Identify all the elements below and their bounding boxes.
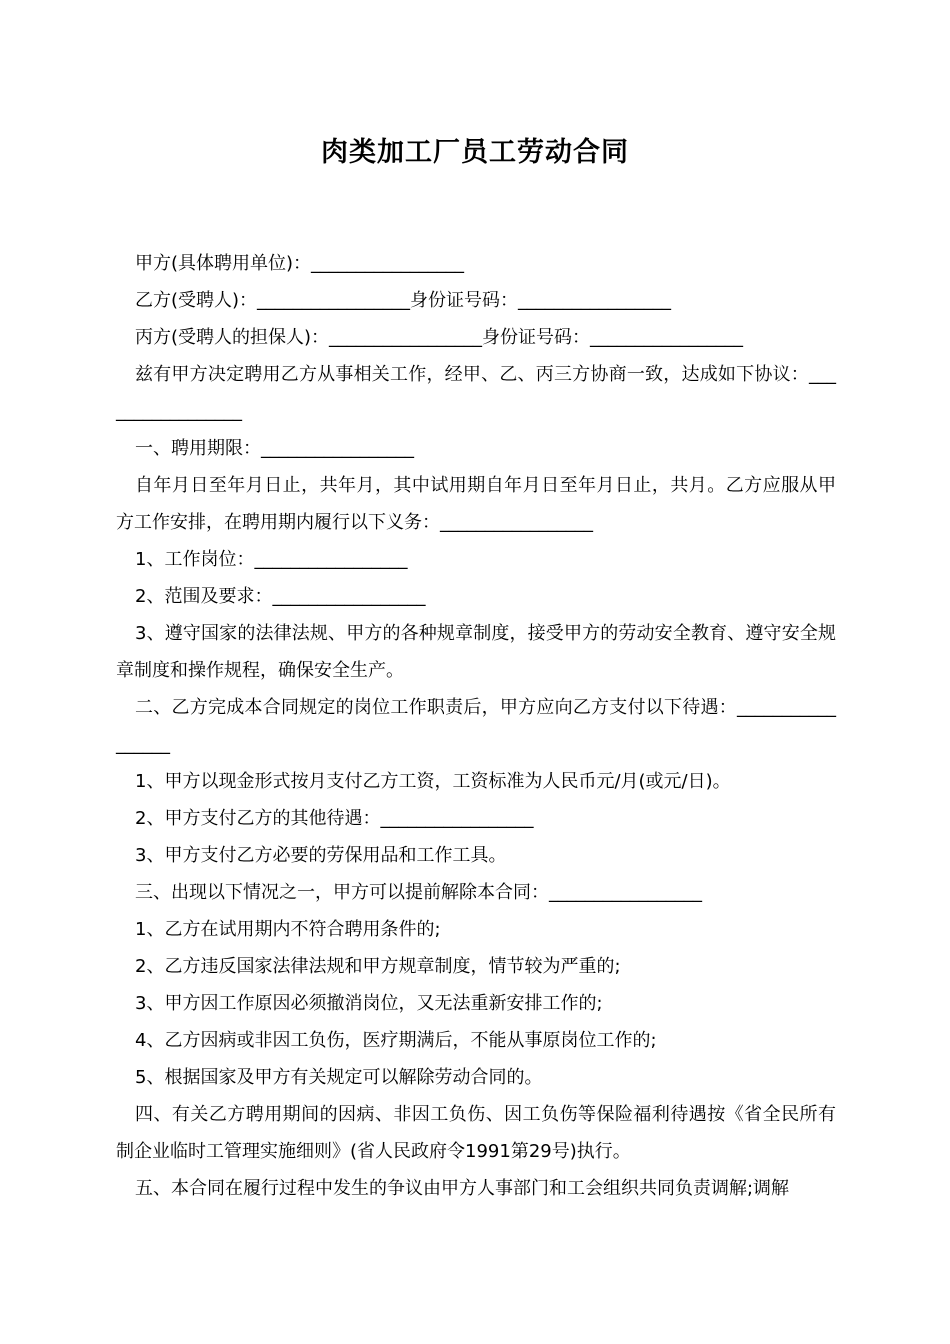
paragraph-item-1-2: 2、范围及要求：_________________ <box>135 586 426 607</box>
paragraph-term: 自年月日至年月日止，共年月，其中试用期自年月日至年月日止，共月。乙方应服从甲方工作安排，在聘用期内履行以下义务：_________________ <box>116 475 836 533</box>
paragraph-item-2-2: 2、甲方支付乙方的其他待遇：_________________ <box>135 808 534 829</box>
paragraph-section-4: 四、有关乙方聘用期间的因病、非因工负伤、因工负伤等保险福利待遇按《省全民所有制企业临时工管理实施细则》(省人民政府令1991第29号)执行。 <box>116 1104 836 1162</box>
document-title: 肉类加工厂员工劳动合同 <box>321 137 629 168</box>
paragraph-item-1-3: 3、遵守国家的法律法规、甲方的各种规章制度，接受甲方的劳动安全教育、遵守安全规章制度和操作规程，确保安全生产。 <box>116 623 836 681</box>
paragraph-item-3-4: 4、乙方因病或非因工负伤，医疗期满后，不能从事原岗位工作的; <box>135 1030 657 1051</box>
paragraph-party-c: 丙方(受聘人的担保人)：_________________身份证号码：_________________ <box>135 327 744 348</box>
paragraph-item-3-5: 5、根据国家及甲方有关规定可以解除劳动合同的。 <box>135 1067 543 1088</box>
paragraph-party-a: 甲方(具体聘用单位)：_________________ <box>135 253 465 274</box>
paragraph-section-5: 五、本合同在履行过程中发生的争议由甲方人事部门和工会组织共同负责调解;调解 <box>135 1178 790 1199</box>
paragraph-item-1-1: 1、工作岗位：_________________ <box>135 549 408 570</box>
document-body <box>116 245 836 1207</box>
paragraph-item-3-3: 3、甲方因工作原因必须撤消岗位，又无法重新安排工作的; <box>135 993 603 1014</box>
paragraph-item-2-3: 3、甲方支付乙方必要的劳保用品和工作工具。 <box>135 845 507 866</box>
paragraph-item-3-1: 1、乙方在试用期内不符合聘用条件的; <box>135 919 441 940</box>
paragraph-party-b: 乙方(受聘人)：_________________身份证号码：_________________ <box>135 290 672 311</box>
paragraph-section-3: 三、出现以下情况之一，甲方可以提前解除本合同：_________________ <box>135 882 702 903</box>
paragraph-section-1: 一、聘用期限：_________________ <box>135 438 414 459</box>
paragraph-item-2-1: 1、甲方以现金形式按月支付乙方工资，工资标准为人民币元/月(或元/日)。 <box>135 771 731 792</box>
paragraph-item-3-2: 2、乙方违反国家法律法规和甲方规章制度，情节较为严重的; <box>135 956 621 977</box>
paragraph-section-2: 二、乙方完成本合同规定的岗位工作职责后，甲方应向乙方支付以下待遇：_________________ <box>116 697 836 755</box>
paragraph-preamble: 兹有甲方决定聘用乙方从事相关工作，经甲、乙、丙三方协商一致，达成如下协议：_________________ <box>116 364 836 422</box>
